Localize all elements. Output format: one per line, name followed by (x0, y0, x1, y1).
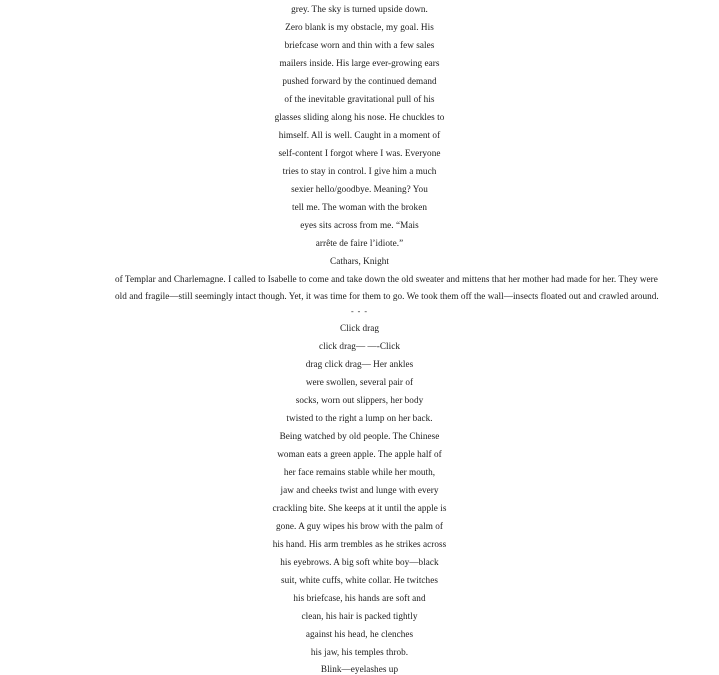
poem-line: himself. All is well. Caught in a moment of (278, 130, 441, 140)
section-separator: - - - (351, 307, 368, 316)
poem-line: against his head, he clenches (305, 629, 414, 639)
poem-line: her face remains stable while her mouth, (283, 467, 436, 477)
poem-line: woman eats a green apple. The apple half of (277, 449, 442, 459)
poem-line: click drag— —-Click (318, 341, 401, 351)
poem-line: tell me. The woman with the broken (292, 202, 427, 212)
poem-line: Zero blank is my obstacle, my goal. His (285, 22, 434, 32)
poem-line: his eyebrows. A big soft white boy—black (280, 557, 439, 567)
poem-line: pushed forward by the continued demand (282, 76, 437, 86)
poem-line: his hand. His arm trembles as he strikes across (272, 539, 447, 549)
poem-line: tries to stay in control. I give him a much (282, 166, 437, 176)
poem-line: socks, worn out slippers, her body (295, 395, 424, 405)
poem-line: his briefcase, his hands are soft and (293, 593, 426, 603)
poem-line: jaw and cheeks twist and lunge with every (280, 485, 439, 495)
poem-line: twisted to the right a lump on her back. (286, 413, 433, 423)
poem-line: Cathars, Knight (330, 256, 389, 266)
poem-line: were swollen, several pair of (305, 377, 414, 387)
poem-line: Blink—eyelashes up (320, 664, 399, 674)
poem-line: mailers inside. His large ever-growing ears (279, 58, 440, 68)
poem-line: his jaw, his temples throb. (310, 647, 409, 657)
prose-line: old and fragile—still seemingly intact though. Yet, it was time for them to go. We took them off the wall—insects floated out and crawled around. (115, 291, 659, 301)
poem-line: clean, his hair is packed tightly (301, 611, 418, 621)
poem-line: crackling bite. She keeps at it until the apple is (272, 503, 447, 513)
poem-line: self-content I forgot where I was. Everyone (278, 148, 441, 158)
poem-line: arrête de faire l’idiote.” (315, 238, 404, 248)
poem-line: gone. A guy wipes his brow with the palm of (276, 521, 443, 531)
poem-line: briefcase worn and thin with a few sales (284, 40, 435, 50)
poem-line: of the inevitable gravitational pull of his (284, 94, 435, 104)
poem-line: Click drag (339, 323, 380, 333)
poem-line: drag click drag— Her ankles (305, 359, 414, 369)
poem-line: sexier hello/goodbye. Meaning? You (291, 184, 428, 194)
poem-line: glasses sliding along his nose. He chuckles to (274, 112, 445, 122)
poem-line: eyes sits across from me. “Mais (300, 220, 419, 230)
poem-line: suit, white cuffs, white collar. He twitches (281, 575, 438, 585)
prose-line: of Templar and Charlemagne. I called to Isabelle to come and take down the old sweater and mittens that her mother had made for her. They were (115, 274, 658, 284)
poem-line: Being watched by old people. The Chinese (279, 431, 440, 441)
poem-line: grey. The sky is turned upside down. (291, 4, 428, 14)
